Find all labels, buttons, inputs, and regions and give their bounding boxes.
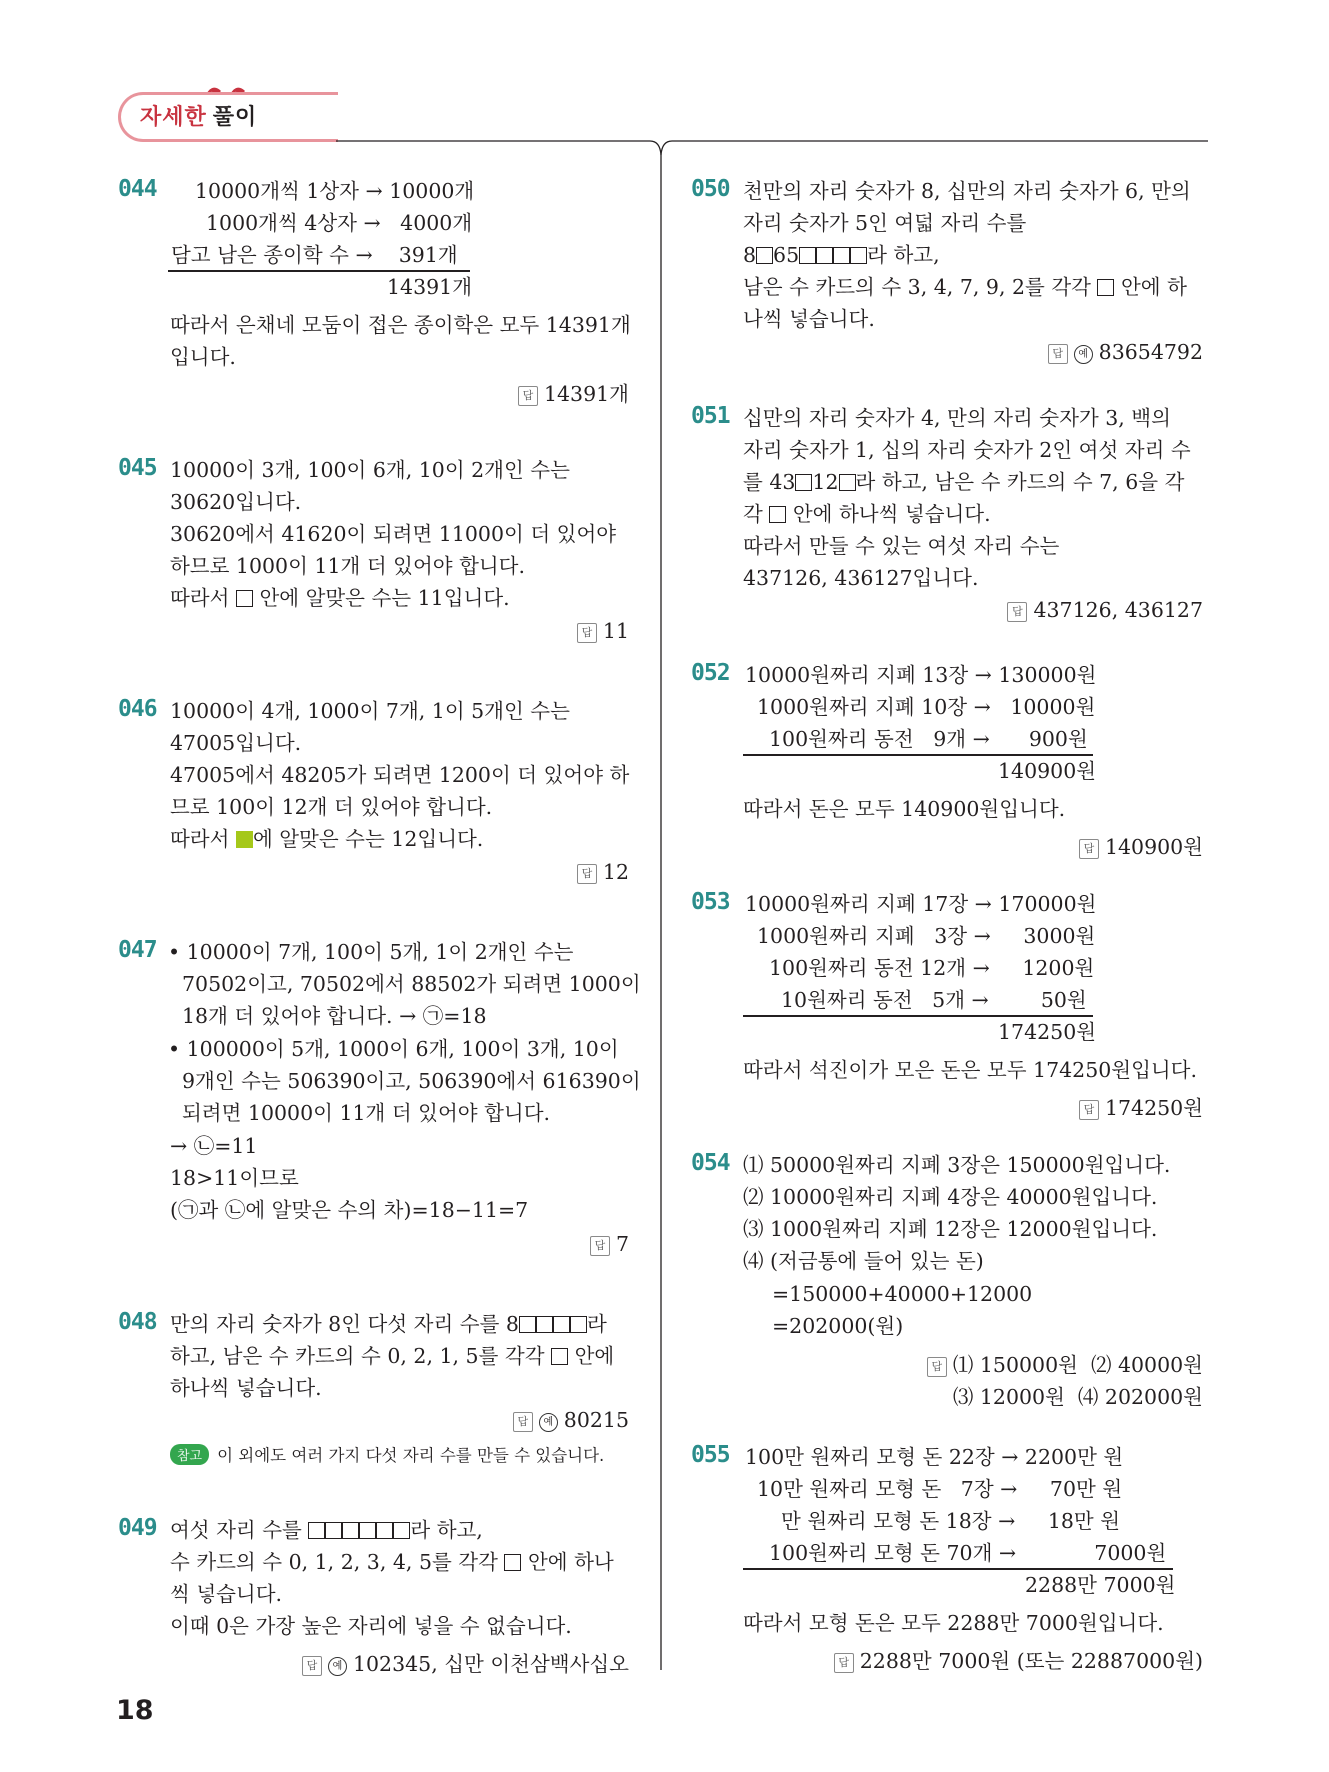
p052-line: 따라서 돈은 모두 140900원입니다. (743, 797, 1066, 821)
p052-sum: 140900원 (998, 759, 1097, 783)
blank-box (833, 247, 850, 264)
p046-line: 47005입니다. (170, 731, 302, 755)
header-title: 자세한 풀이 (140, 105, 258, 130)
page-number: 18 (116, 1695, 154, 1726)
blank-box (799, 247, 816, 264)
blank-box (536, 1316, 553, 1333)
p054-line: =202000(원) (772, 1314, 904, 1338)
p052-answer: 답 140900원 (1079, 830, 1203, 860)
p055-sum: 2288만 7000원 (1025, 1573, 1176, 1597)
p047-line: • 100000이 5개, 1000이 6개, 100이 3개, 10이 (168, 1037, 619, 1061)
p050-answer: 답 예 83654792 (1048, 340, 1203, 364)
answer-tag: 답 (577, 623, 597, 643)
sum-rule (743, 754, 1093, 756)
blank-box (553, 1316, 570, 1333)
green-blank-box (236, 831, 253, 848)
p055-line: 따라서 모형 돈은 모두 2288만 7000원입니다. (743, 1611, 1164, 1635)
p044-answer: 답 14391개 (518, 377, 629, 407)
p045-line: 30620에서 41620이 되려면 11000이 더 있어야 (170, 522, 617, 546)
p049-line: 이때 0은 가장 높은 자리에 넣을 수 없습니다. (170, 1614, 572, 1638)
p053-line: 1000원짜리 지폐 3장 → 3000원 (757, 924, 1096, 948)
blank-box (308, 1522, 325, 1539)
problem-number-047: 047 (118, 937, 157, 963)
p053-line: 10000원짜리 지폐 17장 → 170000원 (745, 892, 1097, 916)
p052-line: 1000원짜리 지폐 10장 → 10000원 (757, 695, 1096, 719)
p048-line: 하나씩 넣습니다. (170, 1376, 322, 1400)
p048-answer: 답 예 80215 (513, 1408, 629, 1432)
answer-tag: 답 (1007, 602, 1027, 622)
blank-box (769, 506, 786, 523)
sum-rule (743, 1568, 1173, 1570)
p053-sum: 174250원 (998, 1020, 1097, 1044)
answer-tag: 답 (1079, 839, 1099, 859)
p051-line: 자리 숫자가 1, 십의 자리 숫자가 2인 여섯 자리 수 (743, 438, 1191, 462)
p054-line: ⑵ 10000원짜리 지폐 4장은 40000원입니다. (743, 1185, 1158, 1209)
p048-line: 만의 자리 숫자가 8인 다섯 자리 수를 8 라 (170, 1312, 607, 1336)
p049-answer: 답 예 102345, 십만 이천삼백사십오 (302, 1647, 629, 1677)
p047-line: 18개 더 있어야 합니다. → ㉠=18 (182, 1004, 487, 1028)
p045-line: 하므로 1000이 11개 더 있어야 합니다. (170, 554, 525, 578)
blank-box (504, 1554, 521, 1571)
p054-line: =150000+40000+12000 (772, 1282, 1033, 1306)
p054-line: ⑷ (저금통에 들어 있는 돈) (743, 1249, 984, 1273)
p045-line: 따라서 안에 알맞은 수는 11입니다. (170, 586, 510, 610)
p046-answer: 답 12 (577, 860, 629, 884)
answer-tag: 답 (1079, 1100, 1099, 1120)
p044-line: 10000개씩 1상자 → 10000개 (195, 179, 475, 203)
p047-line: 18>11이므로 (170, 1166, 299, 1190)
problem-number-048: 048 (118, 1309, 157, 1335)
p047-line: 되려면 10000이 11개 더 있어야 합니다. (182, 1101, 551, 1125)
sum-rule (168, 270, 470, 272)
p050-line: 8 65 라 하고, (743, 243, 940, 267)
answer-tag: 답 (302, 1656, 322, 1676)
answer-tag: 답 (513, 1412, 533, 1432)
p049-line: 여섯 자리 수를 라 하고, (170, 1518, 483, 1542)
example-mark: 예 (539, 1413, 558, 1432)
p046-line: 므로 100이 12개 더 있어야 합니다. (170, 795, 493, 819)
answer-tag: 답 (518, 386, 538, 406)
blank-box (816, 247, 833, 264)
blank-box (342, 1522, 359, 1539)
p048-line: 하고, 남은 수 카드의 수 0, 2, 1, 5를 각각 안에 (170, 1344, 615, 1368)
problem-number-053: 053 (691, 889, 730, 915)
blank-box (325, 1522, 342, 1539)
p045-line: 30620입니다. (170, 490, 302, 514)
blank-box (551, 1348, 568, 1365)
p054-line: ⑴ 50000원짜리 지폐 3장은 150000원입니다. (743, 1153, 1171, 1177)
p054-line: ⑶ 1000원짜리 지폐 12장은 12000원입니다. (743, 1217, 1158, 1241)
p053-line: 100원짜리 동전 12개 → 1200원 (769, 956, 1095, 980)
p045-line: 10000이 3개, 100이 6개, 10이 2개인 수는 (170, 458, 570, 482)
blank-box (839, 474, 856, 491)
p051-line: 십만의 자리 숫자가 4, 만의 자리 숫자가 3, 백의 (743, 406, 1171, 430)
p050-line: 자리 숫자가 5인 여덟 자리 수를 (743, 211, 1027, 235)
example-mark: 예 (328, 1657, 347, 1676)
problem-number-044: 044 (118, 176, 157, 202)
p049-line: 수 카드의 수 0, 1, 2, 3, 4, 5를 각각 안에 하나 (170, 1550, 614, 1574)
p047-line: → ㉡=11 (170, 1134, 258, 1158)
answer-tag: 답 (834, 1653, 854, 1673)
p051-answer: 답 437126, 436127 (1007, 598, 1203, 622)
p047-line: • 10000이 7개, 100이 5개, 1이 2개인 수는 (168, 940, 574, 964)
p052-line: 10000원짜리 지폐 13장 → 130000원 (745, 663, 1097, 687)
p048-note: 참고 이 외에도 여러 가지 다섯 자리 수를 만들 수 있습니다. (170, 1442, 604, 1466)
p044-line: 따라서 은채네 모둠이 접은 종이학은 모두 14391개 (170, 313, 631, 337)
blank-box (519, 1316, 536, 1333)
blank-box (795, 474, 812, 491)
p047-line: 70502이고, 70502에서 88502가 되려면 1000이 (182, 972, 641, 996)
blank-box (570, 1316, 587, 1333)
p044-line: 입니다. (170, 345, 236, 369)
p052-line: 100원짜리 동전 9개 → 900원 (769, 727, 1088, 751)
p050-line: 남은 수 카드의 수 3, 4, 7, 9, 2를 각각 안에 하 (743, 275, 1187, 299)
p044-line: 1000개씩 4상자 → 4000개 (206, 211, 473, 235)
p049-line: 씩 넣습니다. (170, 1582, 283, 1606)
p045-answer: 답 11 (577, 619, 629, 643)
p051-line: 각 안에 하나씩 넣습니다. (743, 502, 991, 526)
p054-answer-2: ⑶ 12000원 ⑷ 202000원 (952, 1385, 1203, 1409)
p044-line: 담고 남은 종이학 수 → 391개 (171, 243, 458, 267)
p046-line: 10000이 4개, 1000이 7개, 1이 5개인 수는 (170, 699, 570, 723)
answer-tag: 답 (927, 1357, 947, 1377)
note-tag: 참고 (170, 1444, 209, 1465)
p055-line: 100만 원짜리 모형 돈 22장 → 2200만 원 (745, 1445, 1124, 1469)
blank-box (756, 247, 773, 264)
p047-line: 9개인 수는 506390이고, 506390에서 616390이 (182, 1069, 641, 1093)
p053-answer: 답 174250원 (1079, 1091, 1203, 1121)
p055-line: 100원짜리 모형 돈 70개 → 7000원 (769, 1541, 1167, 1565)
problem-number-051: 051 (691, 403, 730, 429)
sum-rule (743, 1015, 1093, 1017)
problem-number-052: 052 (691, 660, 730, 686)
problem-number-049: 049 (118, 1515, 157, 1541)
answer-tag: 답 (1048, 344, 1068, 364)
answer-tag: 답 (577, 864, 597, 884)
problem-number-050: 050 (691, 176, 730, 202)
p046-line: 따라서 에 알맞은 수는 12입니다. (170, 827, 484, 851)
p055-line: 만 원짜리 모형 돈 18장 → 18만 원 (781, 1509, 1121, 1533)
p053-line: 따라서 석진이가 모은 돈은 모두 174250원입니다. (743, 1058, 1198, 1082)
p051-line: 를 43 12 라 하고, 남은 수 카드의 수 7, 6을 각 (743, 470, 1185, 494)
p047-line: (㉠과 ㉡에 알맞은 수의 차)=18−11=7 (170, 1198, 529, 1222)
problem-number-055: 055 (691, 1442, 730, 1468)
p054-answer-1: 답 ⑴ 150000원 ⑵ 40000원 (927, 1348, 1203, 1378)
p050-line: 천만의 자리 숫자가 8, 십만의 자리 숫자가 6, 만의 (743, 179, 1191, 203)
blank-box (1097, 279, 1114, 296)
blank-box (376, 1522, 393, 1539)
blank-box (236, 590, 253, 607)
p050-line: 나씩 넣습니다. (743, 307, 875, 331)
blank-box (393, 1522, 410, 1539)
p055-answer: 답 2288만 7000원 (또는 22887000원) (834, 1644, 1203, 1674)
blank-box (359, 1522, 376, 1539)
answer-tag: 답 (590, 1236, 610, 1256)
p051-line: 따라서 만들 수 있는 여섯 자리 수는 (743, 534, 1060, 558)
p051-line: 437126, 436127입니다. (743, 566, 979, 590)
problem-number-045: 045 (118, 455, 157, 481)
p046-line: 47005에서 48205가 되려면 1200이 더 있어야 하 (170, 763, 630, 787)
p044-sum: 14391개 (387, 275, 473, 299)
p055-line: 10만 원짜리 모형 돈 7장 → 70만 원 (757, 1477, 1123, 1501)
p053-line: 10원짜리 동전 5개 → 50원 (781, 988, 1087, 1012)
example-mark: 예 (1074, 345, 1093, 364)
p047-answer: 답 7 (590, 1232, 629, 1256)
problem-number-054: 054 (691, 1150, 730, 1176)
problem-number-046: 046 (118, 696, 157, 722)
blank-box (850, 247, 867, 264)
